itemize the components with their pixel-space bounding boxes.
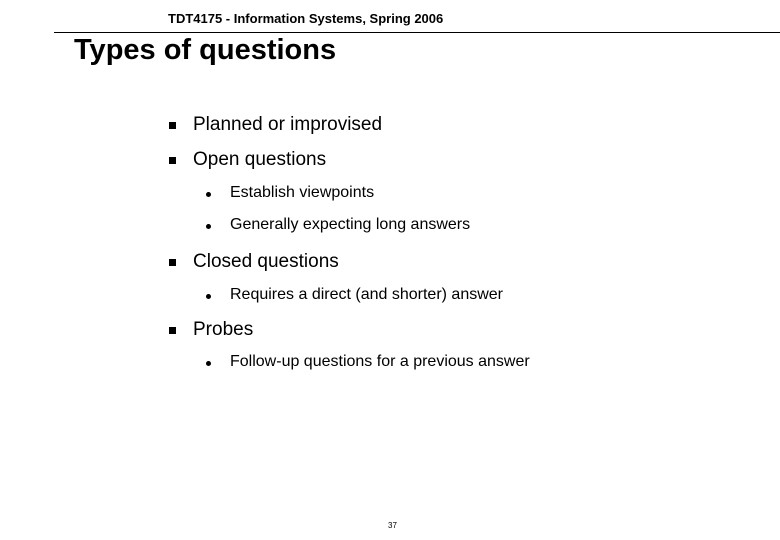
sub-bullet-item	[206, 286, 503, 304]
bullet-item	[169, 251, 339, 273]
sub-bullet-item	[206, 216, 470, 234]
square-bullet-icon	[169, 327, 176, 334]
bullet-text: Open questions	[193, 149, 327, 170]
bullet-item	[169, 149, 326, 171]
square-bullet-icon	[169, 259, 176, 266]
bullet-text: Closed questions	[193, 251, 339, 272]
sub-bullet-item	[206, 353, 530, 371]
dot-bullet-icon	[206, 192, 211, 197]
bullet-text: Probes	[193, 319, 254, 340]
square-bullet-icon	[169, 122, 176, 129]
dot-bullet-icon	[206, 361, 211, 366]
sub-bullet-item	[206, 184, 374, 202]
dot-bullet-icon	[206, 294, 211, 299]
dot-bullet-icon	[206, 224, 211, 229]
page-number: 37	[388, 521, 397, 530]
sub-bullet-text: Generally expecting long answers	[230, 216, 471, 233]
sub-bullet-text: Follow-up questions for a previous answer	[230, 353, 530, 370]
bullet-item	[169, 319, 253, 341]
course-header: TDT4175 - Information Systems, Spring 2006	[168, 11, 444, 26]
bullet-text: Planned or improvised	[193, 114, 383, 135]
bullet-item	[169, 114, 382, 136]
square-bullet-icon	[169, 157, 176, 164]
slide-title: Types of questions	[74, 34, 337, 66]
sub-bullet-text: Requires a direct (and shorter) answer	[230, 286, 504, 303]
sub-bullet-text: Establish viewpoints	[230, 184, 375, 201]
